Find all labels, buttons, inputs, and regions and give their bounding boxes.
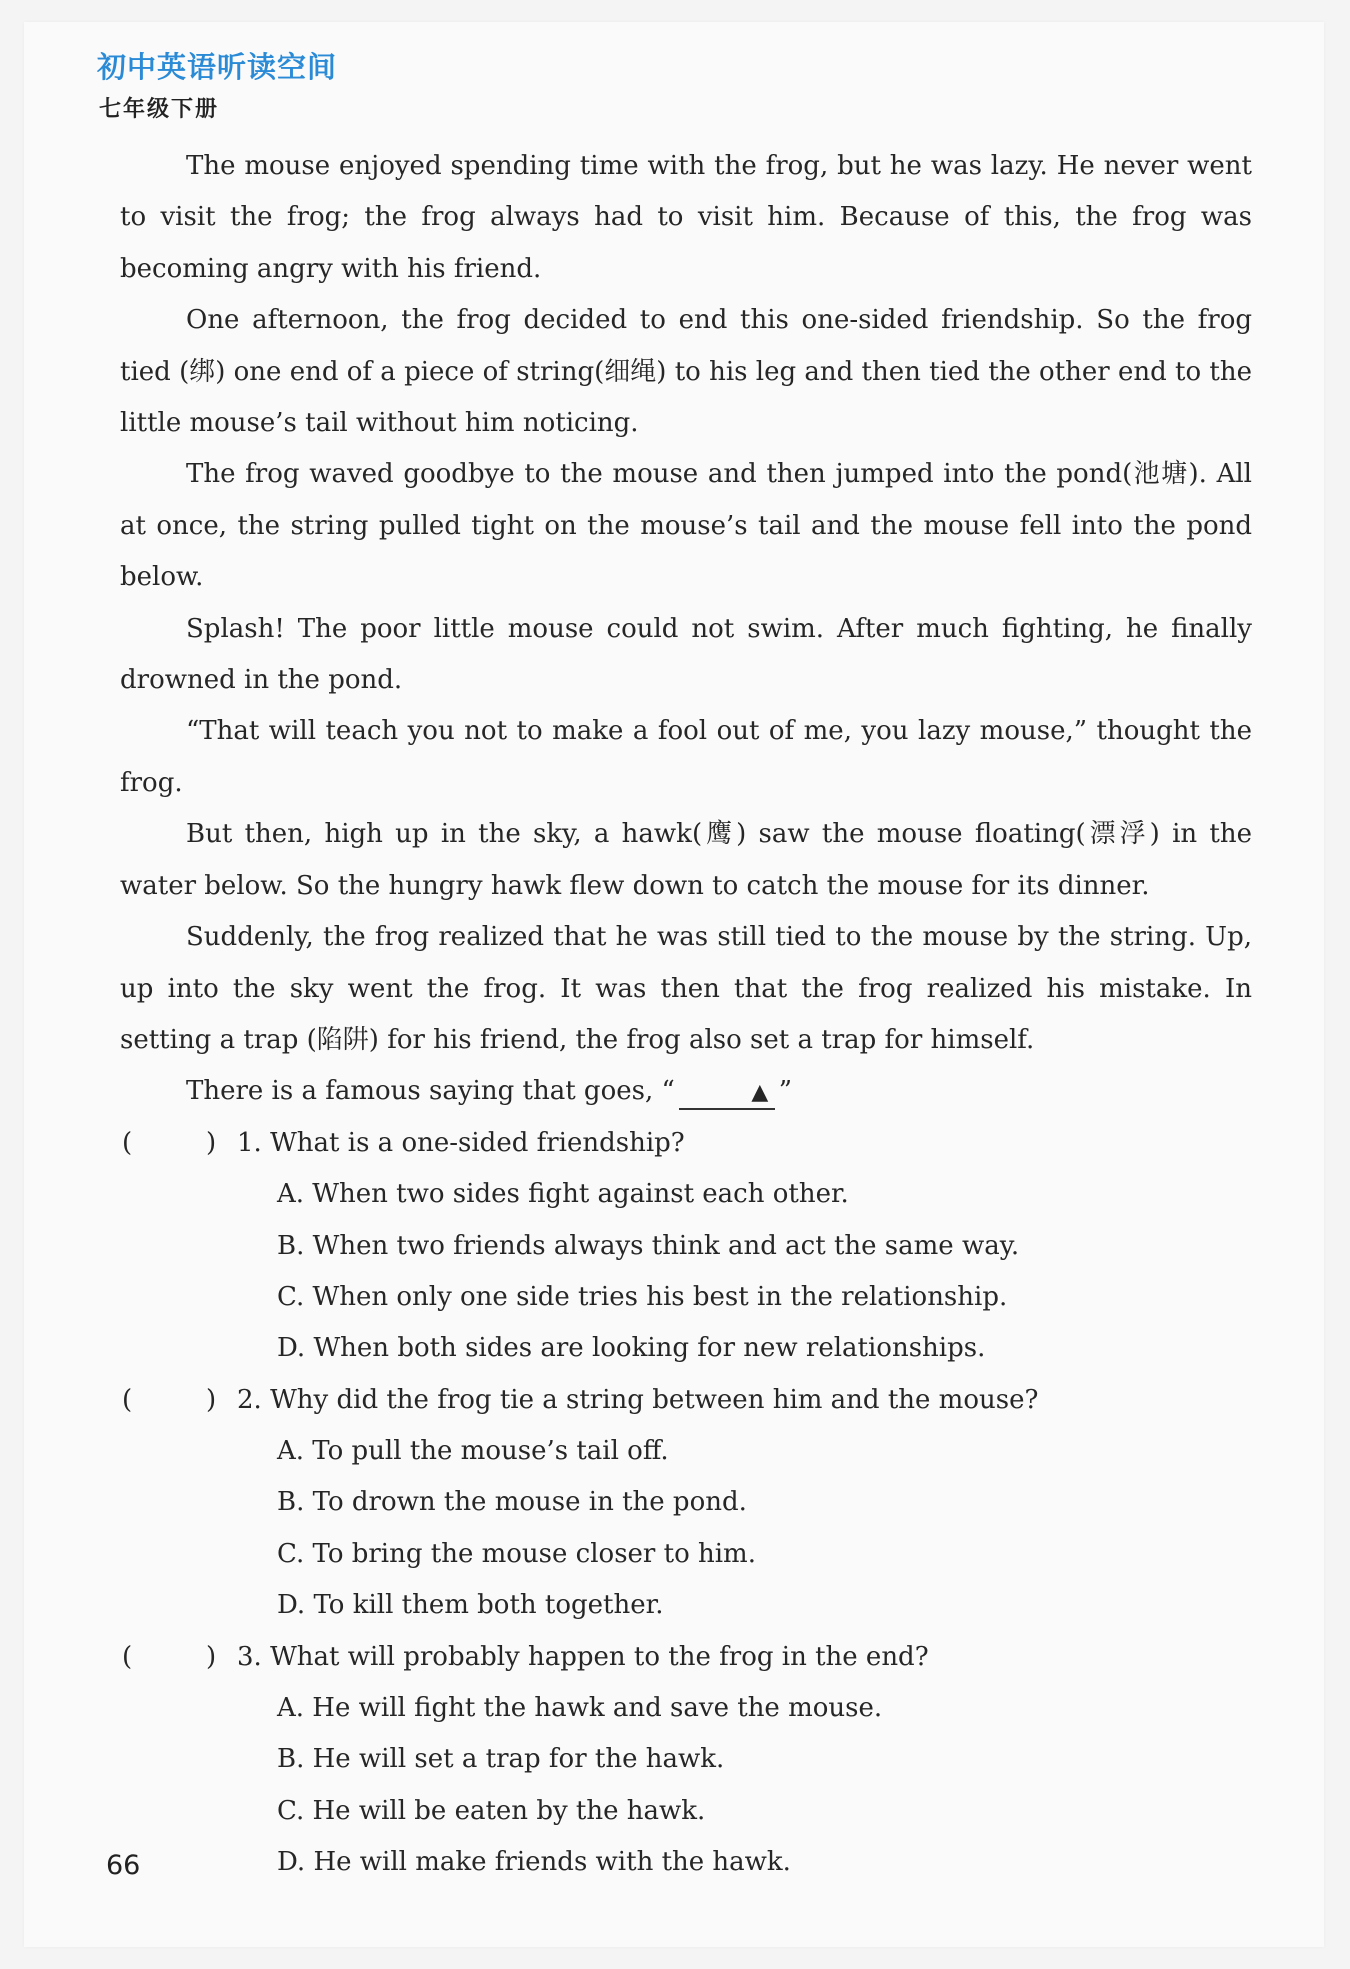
answer-option: D. When both sides are looking for new relationships. — [277, 1333, 986, 1364]
passage-paragraph: One afternoon, the frog decided to end this one-sided friendship. So the frog tied (绑) one end of a piece of string(细绳) to his leg and then tied the other end to the little mouse’s tail without him noticing. — [120, 305, 1252, 439]
page-number: 66 — [106, 1850, 141, 1881]
answer-paren-left[interactable]: ( — [122, 1127, 133, 1158]
answer-blank[interactable]: ▲ — [679, 1078, 775, 1110]
saying-close-quote: ” — [778, 1076, 793, 1107]
answer-option: B. To drown the mouse in the pond. — [277, 1487, 747, 1518]
passage-paragraph: Suddenly, the frog realized that he was still tied to the mouse by the string. Up, up into the sky went the frog. It was then that the frog realized his mistake. In setting a trap (陷阱) for his friend, the frog also set a trap for himself. — [120, 922, 1252, 1055]
answer-option: B. When two friends always think and act the same way. — [277, 1230, 1020, 1261]
answer-option: D. He will make friends with the hawk. — [277, 1847, 791, 1878]
passage-paragraph: The frog waved goodbye to the mouse and then jumped into the pond(池塘). All at once, the string pulled tight on the mouse’s tail and the mouse fell into the pond below. — [120, 459, 1252, 593]
answer-paren-right[interactable]: ) — [206, 1127, 217, 1158]
answer-paren-right[interactable]: ) — [206, 1641, 217, 1672]
answer-option: B. He will set a trap for the hawk. — [277, 1744, 725, 1775]
question-text: 2. Why did the frog tie a string between him and the mouse? — [237, 1384, 1039, 1415]
answer-paren-right[interactable]: ) — [206, 1384, 217, 1415]
answer-option: A. When two sides fight against each other. — [277, 1179, 849, 1210]
question-row — [120, 1375, 1252, 1426]
question-text: 3. What will probably happen to the frog in the end? — [237, 1641, 929, 1672]
answer-option: C. When only one side tries his best in the relationship. — [277, 1281, 1008, 1312]
answer-option: C. He will be eaten by the hawk. — [277, 1795, 706, 1826]
answer-option: A. He will fight the hawk and save the mouse. — [277, 1693, 883, 1724]
passage-paragraph: The mouse enjoyed spending time with the frog, but he was lazy. He never went to visit the frog; the frog always had to visit him. Because of this, the frog was becoming angry with his friend. — [120, 151, 1252, 284]
question-row — [120, 1118, 1252, 1169]
saying-line — [120, 1066, 1252, 1117]
book-series-title: 初中英语听读空间 — [97, 50, 338, 84]
answer-option: D. To kill them both together. — [277, 1590, 664, 1621]
question-text: 1. What is a one-sided friendship? — [237, 1127, 685, 1158]
passage-paragraph: “That will teach you not to make a fool out of me, you lazy mouse,” thought the frog. — [120, 716, 1252, 798]
answer-paren-left[interactable]: ( — [122, 1641, 133, 1672]
passage-paragraph: Splash! The poor little mouse could not swim. After much fighting, he finally drowned in the pond. — [120, 613, 1252, 696]
question-row — [120, 1632, 1252, 1683]
passage-paragraph: But then, high up in the sky, a hawk(鹰) saw the mouse floating(漂浮) in the water below. So the hungry hawk flew down to catch the mouse for its dinner. — [120, 819, 1252, 901]
reading-passage — [120, 141, 1252, 1889]
answer-option: A. To pull the mouse’s tail off. — [277, 1436, 669, 1467]
saying-text: There is a famous saying that goes, “ — [186, 1076, 675, 1107]
answer-option: C. To bring the mouse closer to him. — [277, 1538, 756, 1569]
answer-paren-left[interactable]: ( — [122, 1384, 133, 1415]
grade-volume-label: 七年级下册 — [99, 97, 220, 122]
